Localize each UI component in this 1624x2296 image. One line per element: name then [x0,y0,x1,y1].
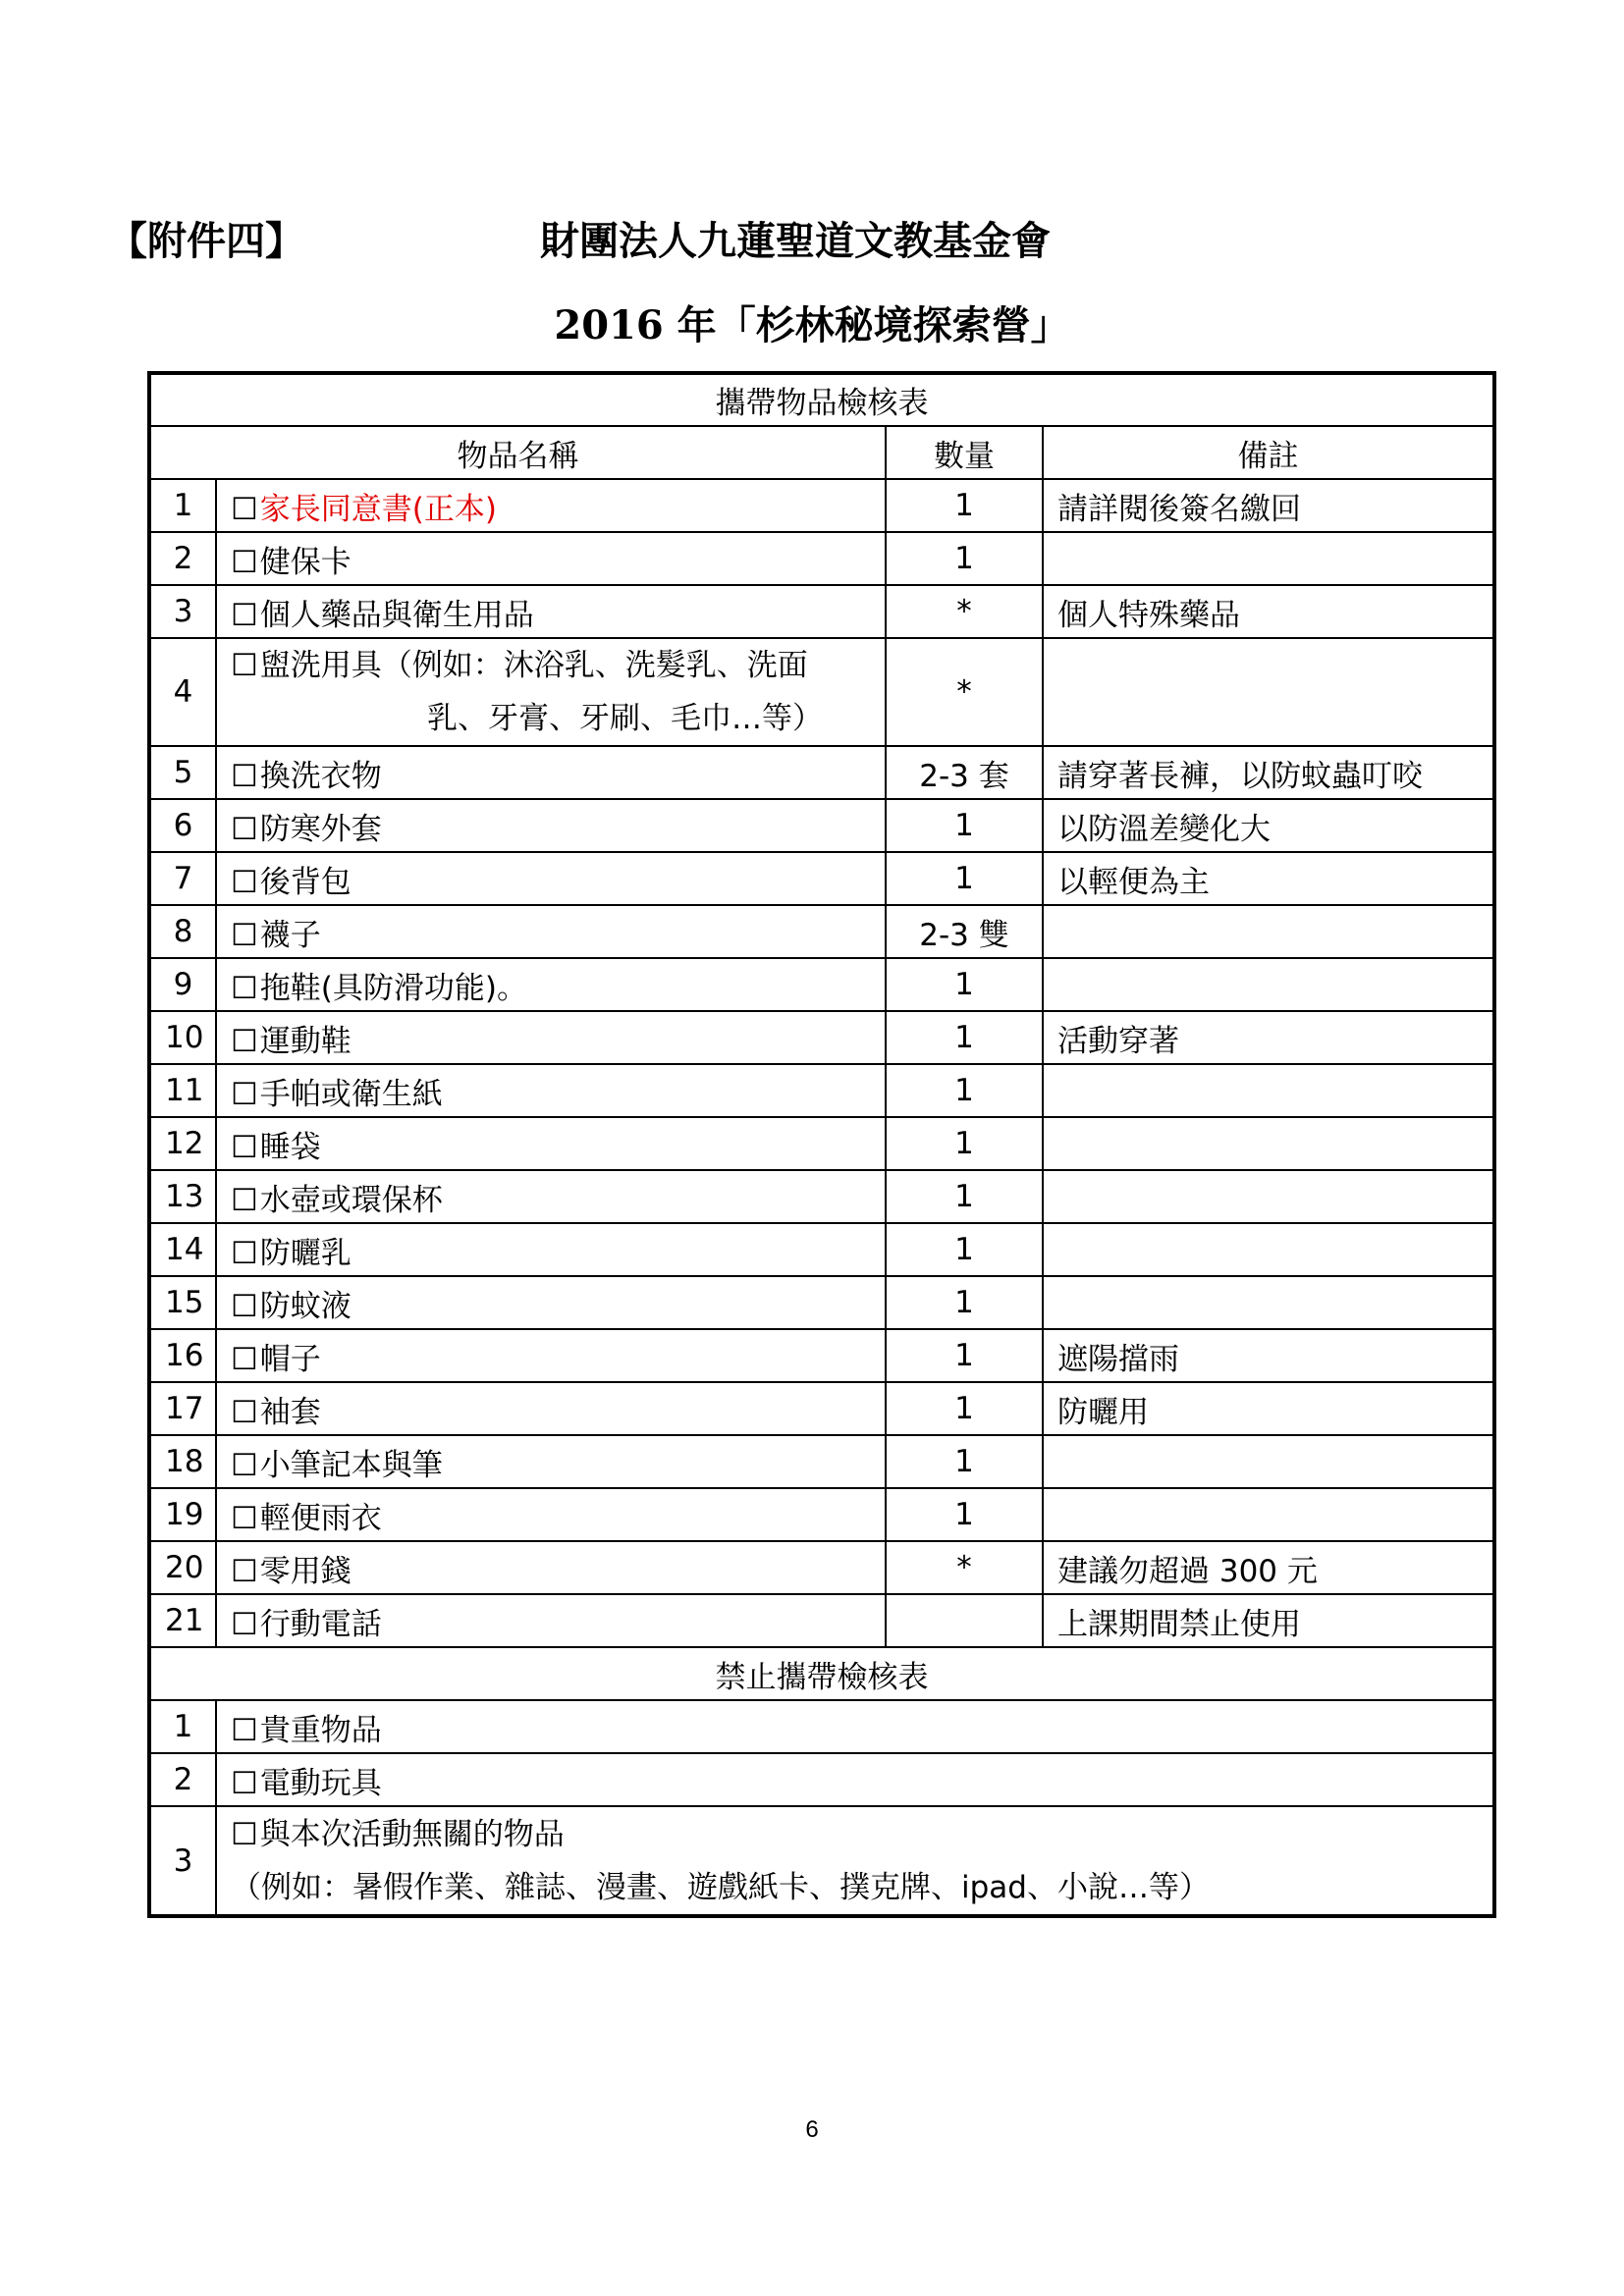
prohibited-section-header [149,1647,1494,1700]
page-number: 6 [805,2116,819,2143]
item-name: 拖鞋(具防滑功能)。 [259,970,527,1006]
row-number: 10 [149,1011,216,1064]
item-name-cell [216,585,886,638]
prohibited-item-cell [216,1806,1494,1916]
carry-section-header [149,373,1494,426]
checkbox-icon[interactable]: ☐ [231,1288,258,1324]
prohibited-item-cell [216,1753,1494,1806]
item-note: 防曬用 [1043,1382,1494,1435]
item-quantity [886,1594,1043,1647]
column-header-quantity: 數量 [886,426,1043,479]
table-row [149,1170,1494,1223]
item-name-cell [216,958,886,1011]
table-row [149,532,1494,585]
row-number: 20 [149,1541,216,1594]
table-row [149,1753,1494,1806]
checkbox-icon[interactable]: ☐ [231,1235,258,1271]
checkbox-icon[interactable]: ☐ [231,1816,258,1852]
item-quantity: 1 [886,1117,1043,1170]
prohibited-item-examples: （例如：暑假作業、雜誌、漫畫、遊戲紙卡、撲克牌、ipad、小說…等） [231,1869,1210,1905]
table-row [149,1329,1494,1382]
checkbox-icon[interactable]: ☐ [231,1023,258,1059]
checkbox-icon[interactable]: ☐ [231,1606,258,1642]
item-note: 以輕便為主 [1043,852,1494,905]
item-note [1043,958,1494,1011]
item-name-cell [216,1594,886,1647]
item-quantity: 1 [886,1064,1043,1117]
item-name-cell [216,905,886,958]
item-quantity: 1 [886,1223,1043,1276]
item-name: 防蚊液 [259,1288,352,1324]
row-number: 7 [149,852,216,905]
item-name-cell [216,1011,886,1064]
item-note [1043,638,1494,746]
table-row [149,1806,1494,1916]
camp-title: 2016 年「杉林秘境探索營」 [554,302,1070,348]
item-name: 小筆記本與筆 [259,1447,443,1483]
table-row [149,1276,1494,1329]
item-quantity: 1 [886,1488,1043,1541]
row-number: 18 [149,1435,216,1488]
item-quantity: 1 [886,1382,1043,1435]
table-row [149,585,1494,638]
item-name-cell [216,1541,886,1594]
item-name: 襪子 [259,917,321,953]
row-number: 9 [149,958,216,1011]
item-name: 手帕或衛生紙 [259,1076,443,1112]
checkbox-icon[interactable]: ☐ [231,864,258,900]
item-name-cell [216,1170,886,1223]
checkbox-icon[interactable]: ☐ [231,1765,258,1801]
table-row [149,1064,1494,1117]
item-note [1043,1223,1494,1276]
item-name-cell [216,852,886,905]
checkbox-icon[interactable]: ☐ [231,1341,258,1377]
prohibited-item-name: 與本次活動無關的物品 [259,1816,565,1852]
item-name-cell [216,799,886,852]
table-row [149,1488,1494,1541]
column-header-row [149,426,1494,479]
item-name: 輕便雨衣 [259,1500,382,1536]
row-number: 12 [149,1117,216,1170]
item-name: 家長同意書(正本) [259,491,497,527]
item-name: 帽子 [259,1341,321,1377]
table-row [149,479,1494,532]
checkbox-icon[interactable]: ☐ [231,1076,258,1112]
row-number: 13 [149,1170,216,1223]
item-note [1043,532,1494,585]
item-name-cell [216,1435,886,1488]
checkbox-icon[interactable]: ☐ [231,1447,258,1483]
item-name: 防曬乳 [259,1235,352,1271]
item-quantity: 1 [886,1435,1043,1488]
item-name: 零用錢 [259,1553,352,1589]
item-quantity: * [886,1541,1043,1594]
row-number: 16 [149,1329,216,1382]
item-name-cell [216,746,886,799]
item-note [1043,905,1494,958]
prohibited-item-cell [216,1700,1494,1753]
item-name: 防寒外套 [259,811,382,847]
table-row [149,1435,1494,1488]
checkbox-icon[interactable]: ☐ [231,1553,258,1589]
table-row [149,1011,1494,1064]
item-quantity: 2-3 雙 [886,905,1043,958]
item-quantity: * [886,638,1043,746]
checkbox-icon[interactable]: ☐ [231,648,258,683]
item-quantity: 1 [886,1011,1043,1064]
organization-title: 財團法人九蓮聖道文教基金會 [540,218,1051,264]
row-number: 3 [149,1806,216,1916]
checklist-table [147,371,1496,1918]
item-quantity: 1 [886,1170,1043,1223]
checkbox-icon[interactable]: ☐ [231,1712,258,1748]
item-quantity: 1 [886,852,1043,905]
table-row [149,1700,1494,1753]
item-quantity: 2-3 套 [886,746,1043,799]
checkbox-icon[interactable]: ☐ [231,491,258,527]
item-note [1043,1276,1494,1329]
item-name-cell [216,532,886,585]
item-name-cell [216,1223,886,1276]
item-quantity: 1 [886,1276,1043,1329]
item-name: 健保卡 [259,544,352,580]
item-name-cell [216,1329,886,1382]
item-note: 活動穿著 [1043,1011,1494,1064]
table-row [149,1382,1494,1435]
column-header-item-name: 物品名稱 [149,426,886,479]
table-row [149,958,1494,1011]
item-note [1043,1117,1494,1170]
table-row [149,852,1494,905]
item-note [1043,1488,1494,1541]
row-number: 2 [149,532,216,585]
row-number: 17 [149,1382,216,1435]
checkbox-icon[interactable]: ☐ [231,597,258,633]
table-row [149,1541,1494,1594]
item-name: 個人藥品與衛生用品 [259,597,534,633]
item-quantity: 1 [886,532,1043,585]
row-number: 8 [149,905,216,958]
row-number: 5 [149,746,216,799]
item-name-cell [216,638,886,746]
item-note: 以防溫差變化大 [1043,799,1494,852]
appendix-label: 【附件四】 [108,218,304,264]
item-note: 個人特殊藥品 [1043,585,1494,638]
item-quantity: 1 [886,1329,1043,1382]
column-header-note: 備註 [1043,426,1494,479]
item-name-cell [216,1276,886,1329]
row-number: 11 [149,1064,216,1117]
item-note: 上課期間禁止使用 [1043,1594,1494,1647]
item-name: 運動鞋 [259,1023,352,1059]
table-row [149,746,1494,799]
item-note: 遮陽擋雨 [1043,1329,1494,1382]
table-row [149,1223,1494,1276]
item-quantity: 1 [886,799,1043,852]
table-row [149,799,1494,852]
prohibited-section-title: 禁止攜帶檢核表 [149,1647,1494,1700]
item-note [1043,1435,1494,1488]
item-quantity: * [886,585,1043,638]
checkbox-icon[interactable]: ☐ [231,1129,258,1165]
item-name: 後背包 [259,864,352,900]
table-row [149,638,1494,746]
item-quantity: 1 [886,479,1043,532]
item-note: 建議勿超過 300 元 [1043,1541,1494,1594]
checkbox-icon[interactable]: ☐ [231,1500,258,1536]
item-quantity: 1 [886,958,1043,1011]
item-name: 換洗衣物 [259,758,382,794]
item-name: 行動電話 [259,1606,382,1642]
item-name-cell [216,1117,886,1170]
item-name-cell [216,1488,886,1541]
checkbox-icon[interactable]: ☐ [231,544,258,580]
item-name-cell [216,1064,886,1117]
item-name-cell [216,1382,886,1435]
row-number: 21 [149,1594,216,1647]
item-name: 袖套 [259,1394,321,1430]
document-header [108,210,1522,273]
item-name: 水壺或環保杯 [259,1182,443,1218]
row-number: 4 [149,638,216,746]
item-note: 請穿著長褲，以防蚊蟲叮咬 [1043,746,1494,799]
item-note [1043,1064,1494,1117]
table-row [149,1594,1494,1647]
item-name-continued: 乳、牙膏、牙刷、毛巾…等） [427,701,823,736]
row-number: 14 [149,1223,216,1276]
prohibited-item-name: 電動玩具 [259,1765,382,1801]
row-number: 15 [149,1276,216,1329]
row-number: 19 [149,1488,216,1541]
row-number: 6 [149,799,216,852]
checkbox-icon[interactable]: ☐ [231,917,258,953]
checkbox-icon[interactable]: ☐ [231,1182,258,1218]
checkbox-icon[interactable]: ☐ [231,811,258,847]
checkbox-icon[interactable]: ☐ [231,758,258,794]
row-number: 2 [149,1753,216,1806]
checkbox-icon[interactable]: ☐ [231,1394,258,1430]
row-number: 3 [149,585,216,638]
item-note: 請詳閱後簽名繳回 [1043,479,1494,532]
row-number: 1 [149,479,216,532]
checkbox-icon[interactable]: ☐ [231,970,258,1006]
item-note [1043,1170,1494,1223]
item-name: 盥洗用具（例如：沐浴乳、洗髮乳、洗面 [259,648,808,683]
prohibited-item-name: 貴重物品 [259,1712,382,1748]
table-row [149,905,1494,958]
item-name-cell [216,479,886,532]
table-row [149,1117,1494,1170]
row-number: 1 [149,1700,216,1753]
item-name: 睡袋 [259,1129,321,1165]
carry-section-title: 攜帶物品檢核表 [149,373,1494,426]
